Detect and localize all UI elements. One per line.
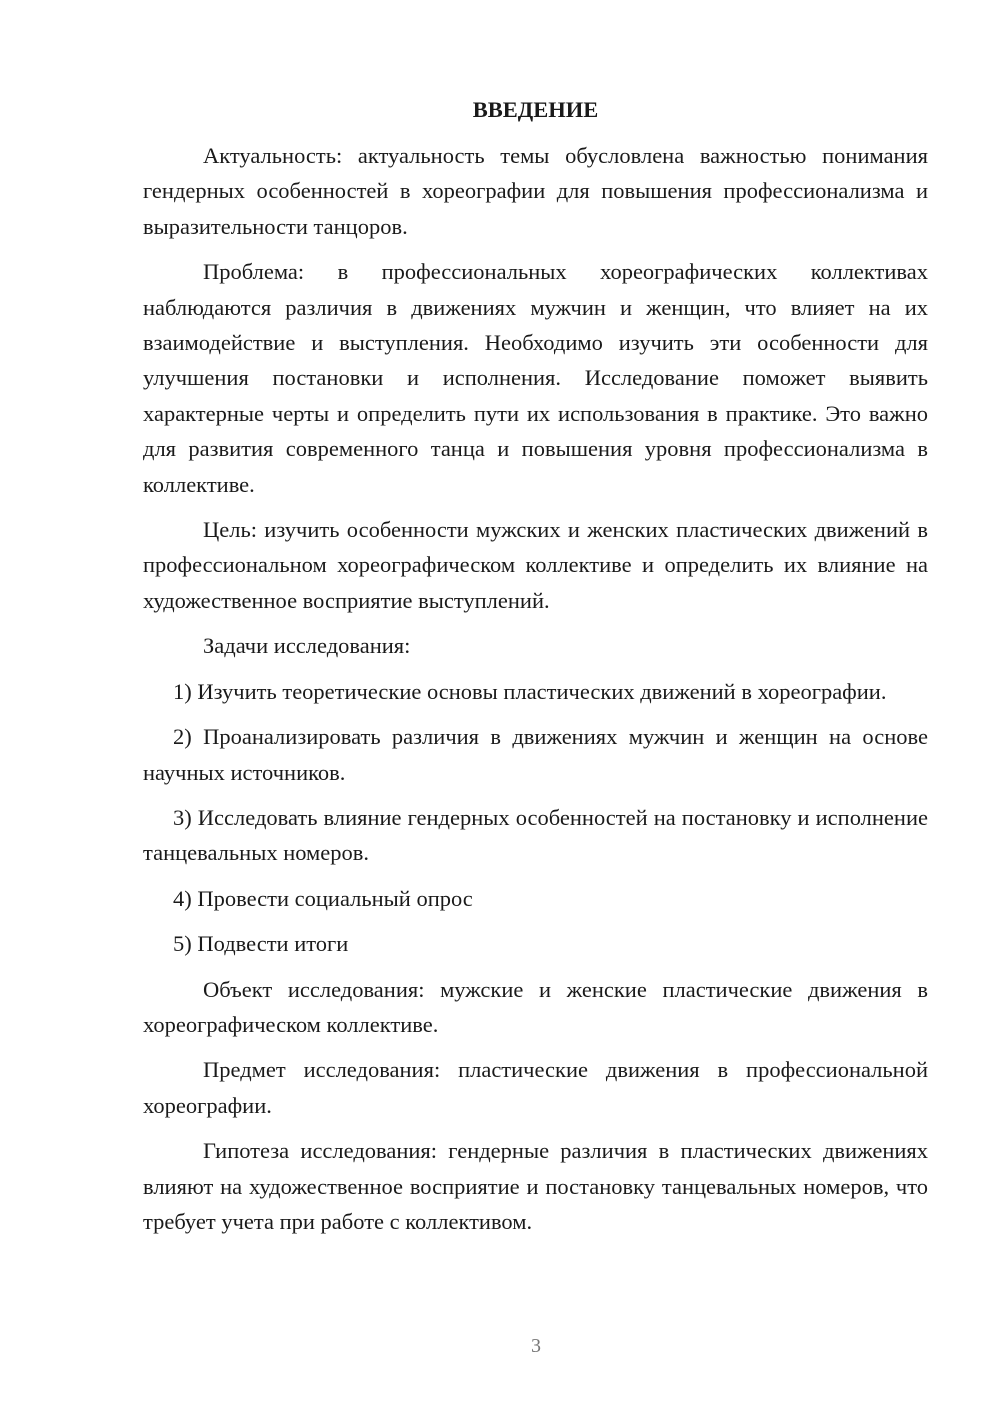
page-content: [143, 92, 928, 1249]
paragraph-goal: Цель: изучить особенности мужских и женских пластических движений в профессиональном хореографическом коллективе и определить их влияние на художественное восприятие выступлений.: [143, 517, 928, 613]
paragraph-hypothesis: Гипотеза исследования: гендерные различия в пластических движениях влияют на художественное восприятие и постановку танцевальных номеров, что требует учета при работе с коллективом.: [143, 1138, 928, 1234]
section-title: ВВЕДЕНИЕ: [472, 97, 599, 122]
task-item-1: 1) Изучить теоретические основы пластических движений в хореографии.: [173, 678, 887, 704]
task-item-4: 4) Провести социальный опрос: [173, 885, 473, 911]
paragraph-subject: Предмет исследования: пластические движения в профессиональной хореографии.: [143, 1057, 928, 1118]
task-item-2: 2) Проанализировать различия в движениях мужчин и женщин на основе научных источников.: [143, 724, 928, 785]
paragraph-relevance: Актуальность: актуальность темы обусловлена важностью понимания гендерных особенностей в хореографии для повышения профессионализма и выразительности танцоров.: [143, 143, 928, 239]
paragraph-object: Объект исследования: мужские и женские пластические движения в хореографическом коллективе.: [143, 976, 928, 1037]
paragraph-problem: Проблема: в профессиональных хореографических коллективах наблюдаются различия в движениях мужчин и женщин, что влияет на их взаимодействие и выступления. Необходимо изучить эти особенности для улучшения постановки и исполнения. Исследование поможет выявить характерные черты и определить пути их использования в практике. Это важно для развития современного танца и повышения уровня профессионализма в коллективе.: [143, 259, 928, 497]
task-item-3: 3) Исследовать влияние гендерных особенностей на постановку и исполнение танцевальных номеров.: [143, 804, 928, 866]
task-item-5: 5) Подвести итоги: [173, 931, 349, 957]
paragraph-tasks-heading: Задачи исследования:: [203, 633, 411, 659]
page-number: 3: [531, 1335, 541, 1357]
